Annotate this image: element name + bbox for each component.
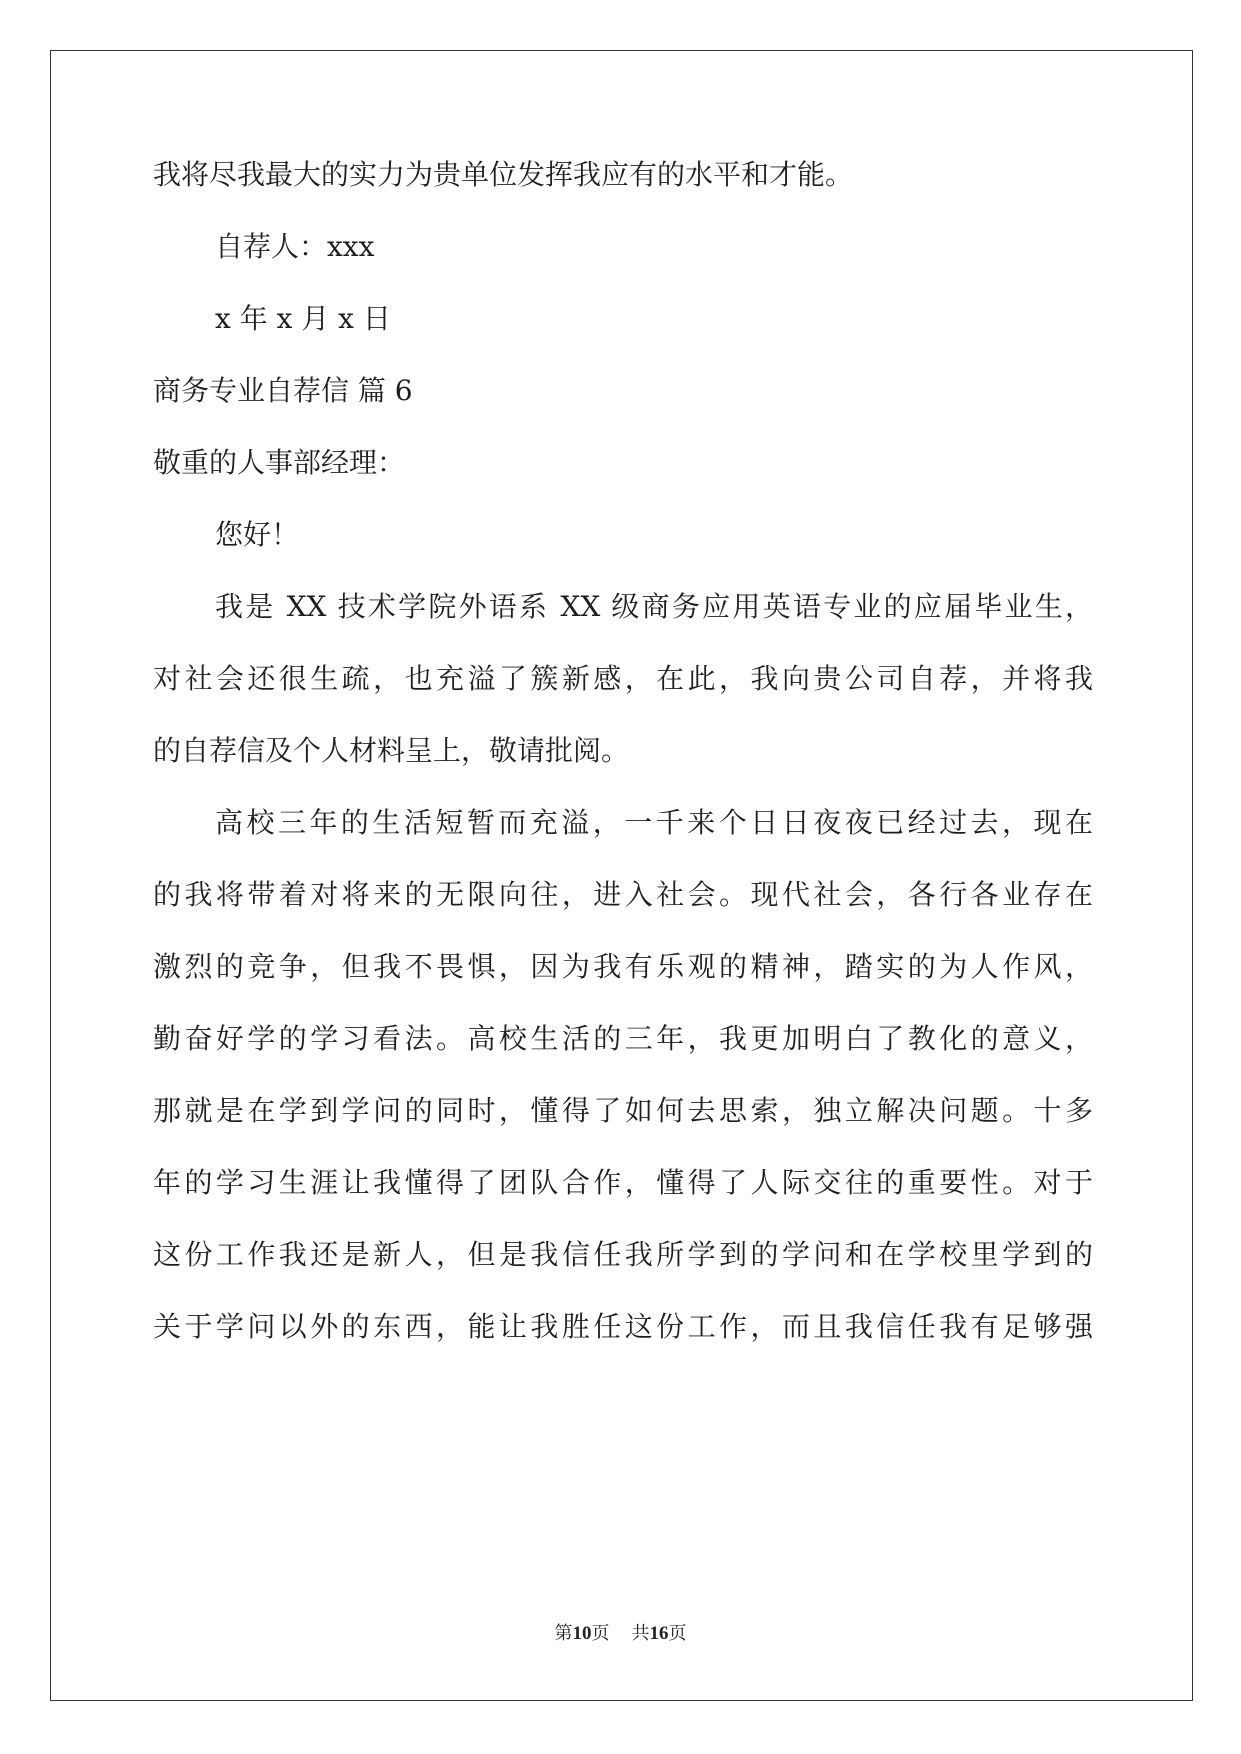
footer-total-prefix: 共 bbox=[631, 1623, 650, 1644]
paragraph-2-line-3: 激烈的竞争，但我不畏惧，因为我有乐观的精神，踏实的为人作风， bbox=[153, 950, 1093, 983]
paragraph-1-line-3: 的自荐信及个人材料呈上，敬请批阅。 bbox=[153, 734, 630, 767]
paragraph-2-line-5: 那就是在学到学问的同时，懂得了如何去思索，独立解决问题。十多 bbox=[153, 1094, 1093, 1127]
footer-total-pages: 16 bbox=[649, 1623, 669, 1644]
salutation: 敬重的人事部经理： bbox=[153, 446, 406, 479]
paragraph-1-line-2: 对社会还很生疏，也充溢了簇新感，在此，我向贵公司自荐，并将我 bbox=[153, 662, 1093, 695]
paragraph-2-line-8: 关于学问以外的东西，能让我胜任这份工作，而且我信任我有足够强 bbox=[153, 1310, 1093, 1343]
footer-page-suffix: 页 bbox=[591, 1623, 610, 1644]
greeting: 您好！ bbox=[215, 518, 300, 551]
footer-page-number: 10 bbox=[572, 1623, 592, 1644]
paragraph-2-line-7: 这份工作我还是新人，但是我信任我所学到的学问和在学校里学到的 bbox=[153, 1238, 1093, 1271]
paragraph-1-line-1: 我是 XX 技术学院外语系 XX 级商务应用英语专业的应届毕业生， bbox=[215, 590, 1093, 623]
page-footer bbox=[0, 1622, 1241, 1646]
footer-total-suffix: 页 bbox=[668, 1623, 687, 1644]
paragraph-2-line-1: 高校三年的生活短暂而充溢，一千来个日日夜夜已经过去，现在 bbox=[215, 806, 1093, 839]
paragraph-2-line-2: 的我将带着对将来的无限向往，进入社会。现代社会，各行各业存在 bbox=[153, 878, 1093, 911]
footer-prefix: 第 bbox=[554, 1623, 573, 1644]
paragraph-2-line-6: 年的学习生涯让我懂得了团队合作，懂得了人际交往的重要性。对于 bbox=[153, 1166, 1093, 1199]
section-heading: 商务专业自荐信 篇 6 bbox=[153, 374, 413, 407]
signature-line: 自荐人：xxx bbox=[215, 230, 375, 263]
date-line: x 年 x 月 x 日 bbox=[215, 302, 391, 335]
text-line-1: 我将尽我最大的实力为贵单位发挥我应有的水平和才能。 bbox=[153, 158, 854, 191]
paragraph-2-line-4: 勤奋好学的学习看法。高校生活的三年，我更加明白了教化的意义， bbox=[153, 1022, 1093, 1055]
